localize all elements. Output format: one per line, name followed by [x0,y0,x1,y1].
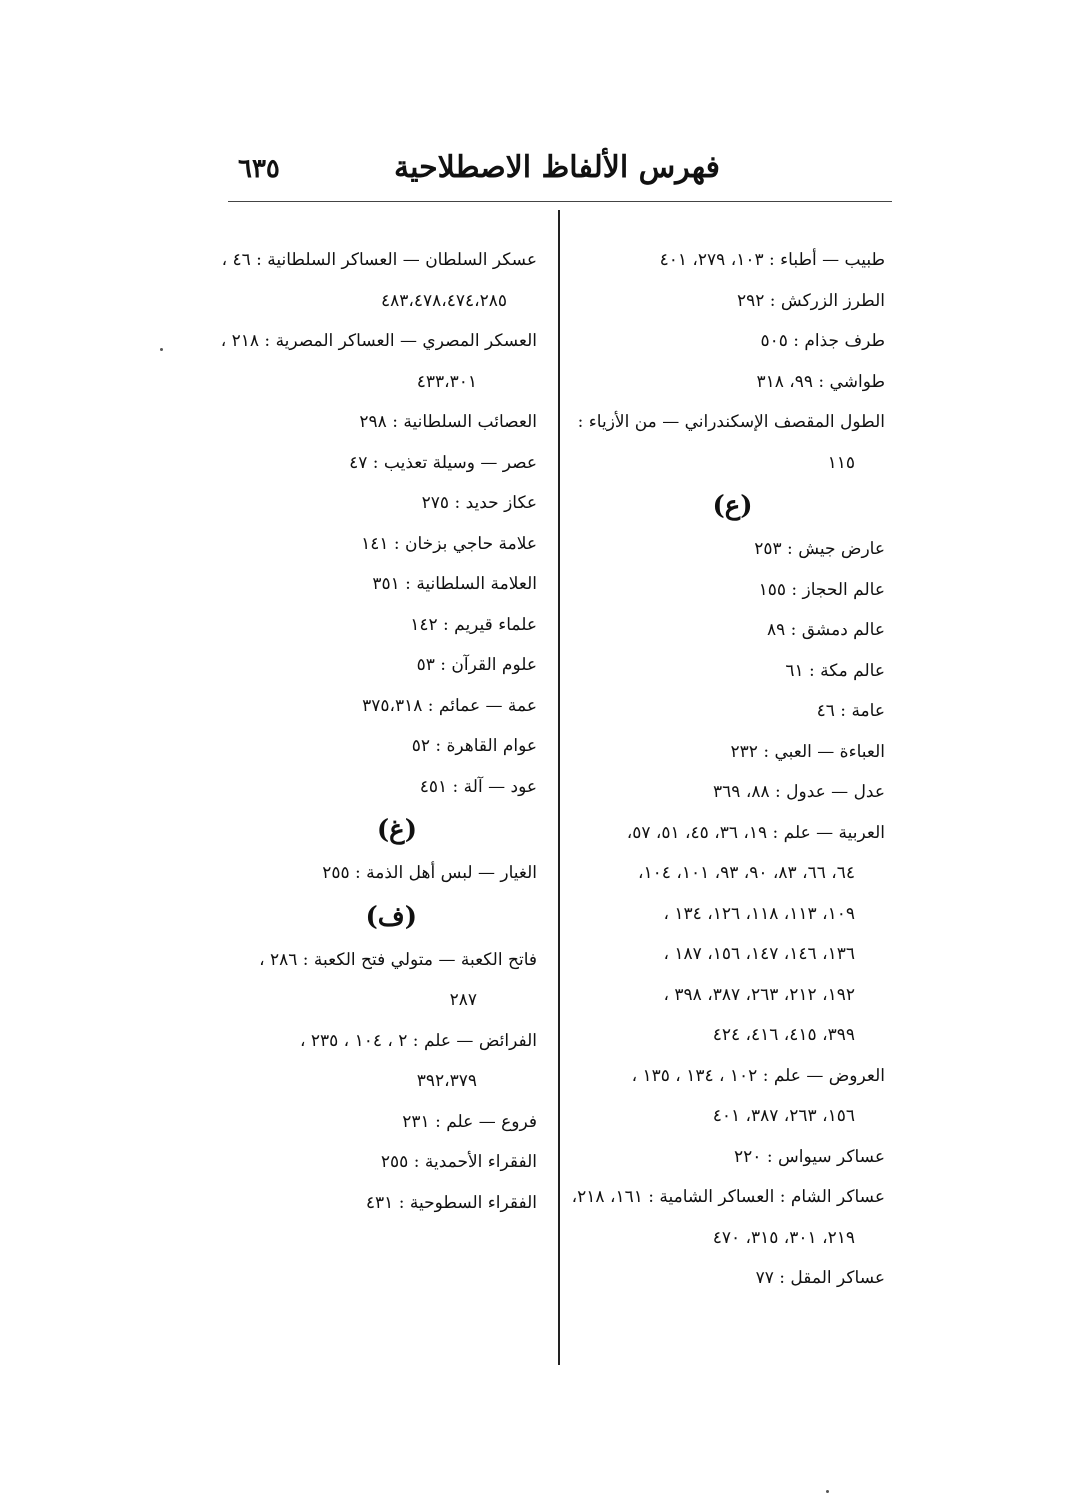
index-entry-line: العصائب السلطانية : ٢٩٨ [359,412,537,432]
index-entry-line: طرف جذام : ٥٠٥ [760,331,885,351]
index-entry-line: عالم الحجاز : ١٥٥ [758,579,885,600]
index-entry-line: ١٩٢، ٢١٢، ٢٦٣، ٣٨٧، ٣٩٨ ، [663,984,855,1005]
index-entry-line: عساكر المقل : ٧٧ [755,1268,885,1288]
index-entry-line: ٤٣٣،٣٠١ [416,371,477,392]
index-entry-line: ٤٨٣،٤٧٨،٤٧٤،٢٨٥ [380,290,507,311]
header-rule [228,201,892,202]
index-entry-line: ٣٩٢،٣٧٩ [416,1071,477,1091]
index-entry-line: عساكر سيواس : ٢٢٠ [734,1146,885,1167]
index-entry-line: علماء قيريم : ١٤٢ [410,614,537,635]
index-entry-line: ٢١٩، ٣٠١، ٣١٥، ٤٧٠ [712,1227,855,1248]
index-entry-line: ١٣٦، ١٤٦، ١٤٧، ١٥٦، ١٨٧ ، [663,944,855,964]
index-entry-line: ١١٥ [827,452,855,473]
index-entry-line: عدل — عدول : ٨٨، ٣٦٩ [713,782,885,802]
index-entry-line: طواشي : ٩٩، ٣١٨ [756,371,885,392]
index-entry-line: طبيب — أطباء : ١٠٣، ٢٧٩، ٤٠١ [659,250,885,270]
page-title: فهرس الألفاظ الاصطلاحية [394,150,720,185]
index-entry-line: ١٥٦، ٢٦٣، ٣٨٧، ٤٠١ [712,1106,855,1126]
index-entry-line: العباءة — العبي : ٢٣٢ [730,741,885,762]
index-entry-line: عكاز حديد : ٢٧٥ [421,493,537,513]
index-entry-line: عارض جيش : ٢٥٣ [754,539,885,559]
index-entry-line: ٣٩٩، ٤١٥، ٤١٦، ٤٢٤ [712,1025,855,1045]
index-entry-line: عسكر السلطان — العساكر السلطانية : ٤٦ ، [221,250,537,270]
section-letter-heading: (ف) [365,901,417,932]
index-entry-line: عمة — عمائم : ٣٧٥،٣١٨ [362,695,537,716]
index-entry-line: علامة حاجي بزخان : ١٤١ [361,533,537,554]
index-entry-line: عالم دمشق : ٨٩ [766,620,885,640]
index-entry-line: ١٠٩، ١١٣، ١١٨، ١٢٦، ١٣٤ ، [663,903,855,924]
index-entry-line: العربية — علم : ١٩، ٣٦، ٤٥، ٥١، ٥٧، [626,822,885,843]
index-entry-line: عود — آلة : ٤٥١ [419,776,537,797]
index-entry-line: الغيار — لبس أهل الذمة : ٢٥٥ [322,863,537,883]
scan-speck [826,1490,829,1493]
index-entry-line: عالم مكة : ٦١ [785,660,885,681]
index-entry-line: ٢٨٧ [449,990,477,1010]
section-letter-heading: (غ) [376,815,417,845]
section-letter-heading: (ع) [712,491,753,521]
index-entry-line: الطول المقصف الإسكندراني — من الأزياء : [577,412,885,432]
index-entry-line: علوم القرآن : ٥٣ [416,655,537,675]
column-divider [558,210,560,1365]
index-entry-line: الفقراء الأحمدية : ٢٥٥ [380,1152,537,1172]
index-entry-line: العروض — علم : ١٠٢ ، ١٣٤ ، ١٣٥ ، [631,1065,885,1086]
index-entry-line: فاتح الكعبة — متولي فتح الكعبة : ٢٨٦ ، [259,949,537,970]
page-number: ٦٣٥ [238,154,280,184]
index-entry-line: فروع — علم : ٢٣١ [402,1111,537,1132]
index-entry-line: العلامة السلطانية : ٣٥١ [372,574,537,594]
index-entry-line: ٦٤، ٦٦، ٨٣، ٩٠، ٩٣، ١٠١، ١٠٤، [638,863,855,883]
index-entry-line: عصر — وسيلة تعذيب : ٤٧ [349,452,537,473]
index-entry-line: العسكر المصري — العساكر المصرية : ٢١٨ ، [220,331,537,351]
index-entry-line: الفقراء السطوحية : ٤٣١ [365,1192,537,1213]
index-entry-line: عوام القاهرة : ٥٢ [411,736,537,756]
scan-speck [160,348,163,351]
index-column-right [571,240,885,1299]
index-entry-line: الفرائض — علم : ٢ ، ١٠٤ ، ٢٣٥ ، [299,1030,537,1051]
index-column-left [220,240,537,1223]
index-entry-line: الطرز الزركش : ٢٩٢ [736,290,885,311]
index-entry-line: عساكر الشام : العساكر الشامية : ١٦١، ٢١٨، [571,1187,885,1207]
index-entry-line: عامة : ٤٦ [816,701,885,721]
